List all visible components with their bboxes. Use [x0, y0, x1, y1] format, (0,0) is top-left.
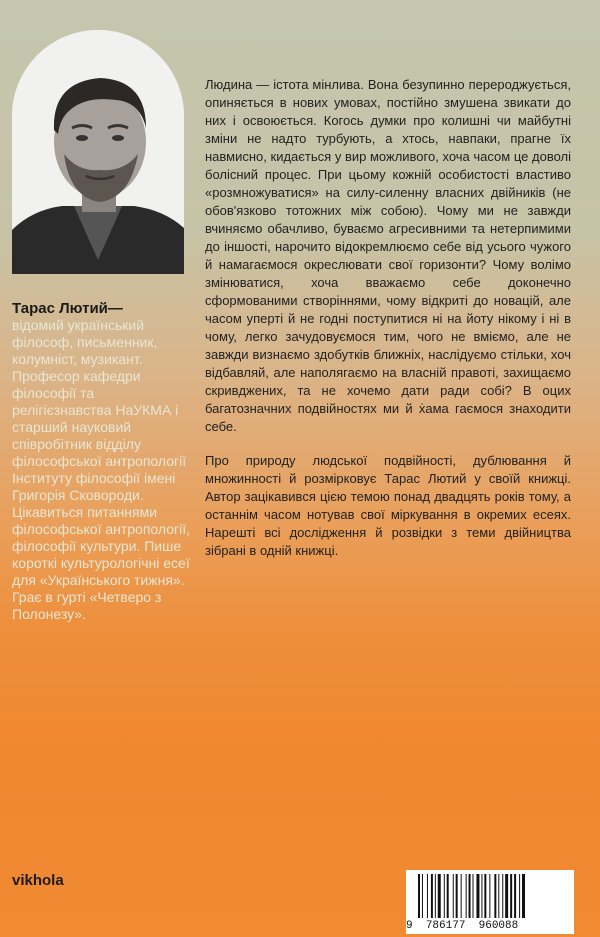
description-paragraph-1: Людина — істота мінлива. Вона безупинно перероджується, опиняється в нових умовах, постійно змушена звикати до них і освоюється. Когось думки про колишні чи майбутні зміни не надто турбують, а хтось, навпаки, прагне їх навмисно, кидається у вир можливого, хоча часом це доволі болісний процес. При цьому кожній особистості властиво «розмножуватися» на силу-силенну власних двійників (не обов'язково тотожних між собою). Чому ми не завжди вчиняємо обачливо, буваємо агресивними та нетерпимими до іншості, нарочито відокремлюємо себе від усього чужого й намагаємося окреслювати свої горизонти? Чому волімо змінюватися, хоча вважаємо себе доконечно сформованими створіннями, чому відкриті до новацій, але часом уперті й не годні поступитися ні на йоту нікому і ні в чому, легко зачудовуємося тим, чого не вміємо, але не завжди визнаємо здобутків ближніх, наслідуємо стільки, хоч відбавляй, але наполягаємо на власній правоті, захищаємо скривджених, та не хочемо дати ради собі? В оцих багатозначних подвійностях ми й ẋама гаємося знаходити себе.: [205, 77, 571, 434]
isbn-lead: 9: [406, 920, 413, 932]
barcode-bar: [418, 874, 420, 918]
author-photo: [12, 30, 184, 274]
isbn-left: 786177: [425, 920, 466, 932]
barcode-bar: [481, 874, 482, 918]
barcode-bar: [456, 874, 458, 918]
barcode-bar: [422, 874, 423, 918]
barcode-bar: [473, 874, 474, 918]
barcode-bar: [453, 874, 454, 918]
barcode-bar: [522, 874, 525, 918]
barcode-bar: [427, 874, 428, 918]
barcode-bar: [431, 874, 433, 918]
barcode-bar: [461, 874, 462, 918]
barcode-bar: [469, 874, 471, 918]
barcode-bar: [519, 874, 520, 918]
barcode-bar: [514, 874, 516, 918]
author-block: [12, 300, 192, 623]
author-portrait-image: [12, 30, 184, 274]
barcode-bar: [510, 874, 512, 918]
barcode-bar: [494, 874, 496, 918]
author-bio: відомий український філософ, письменник, колумніст, музикант. Професор кафедри філософії та релігієзнавства НаУКМА і старший науковий співробітник відділу філософської антропології Інституту філософії імені Григорія Сковороди. Цікавиться питаннями філософської антропології, філософії культури. Пише короткі культурологічні есеї для «Українського тижня». Грає в гурті «Четверо з Полонезу».: [12, 317, 191, 622]
barcode-bar: [447, 874, 449, 918]
publisher-logo: vikhola: [12, 872, 64, 889]
barcode-bar: [502, 874, 503, 918]
author-name: Тарас Лютий—: [12, 300, 123, 317]
barcode-bar: [438, 874, 441, 918]
book-description: [205, 76, 571, 576]
barcode-bar: [498, 874, 499, 918]
barcode-bar: [466, 874, 467, 918]
barcode-bar: [435, 874, 436, 918]
barcode-bar: [505, 874, 508, 918]
barcode-bar: [476, 874, 479, 918]
description-paragraph-2: Про природу людської подвійності, дублювання й множинності й розмірковує Тарас Лютий у своїй книжці. Автор зацікавився цією темою понад двадцять років тому, а останнім часом нотував свої міркування в окремих есеях. Нарешті всі дослідження й розвідки з теми двійництва зібрані в одній книжці.: [205, 453, 571, 558]
isbn-digits: [406, 920, 574, 932]
barcode-bar: [489, 874, 490, 918]
isbn-barcode: [406, 870, 574, 934]
barcode-bar: [484, 874, 486, 918]
barcode-bar: [444, 874, 445, 918]
isbn-right: 960088: [478, 920, 519, 932]
barcode-bars: [406, 870, 574, 922]
